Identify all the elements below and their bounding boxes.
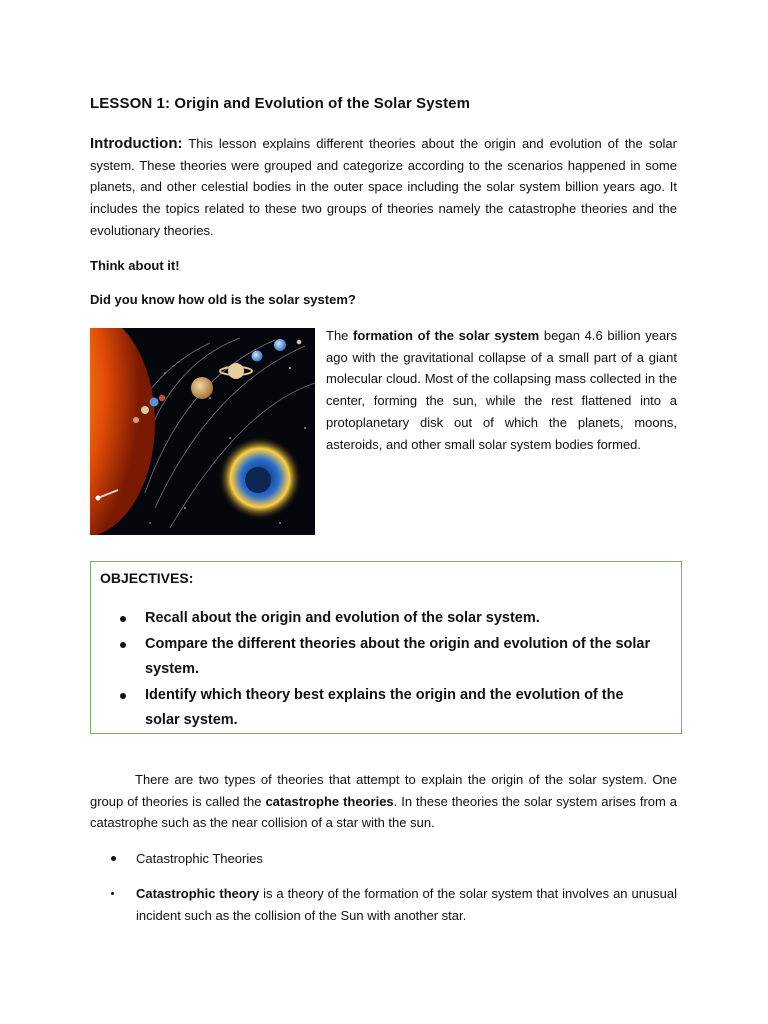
- objectives-list: [115, 606, 660, 734]
- question-line: Did you know how old is the solar system?: [90, 292, 356, 307]
- objectives-title: OBJECTIVES:: [100, 570, 194, 586]
- catastrophic-definition-item: [111, 883, 677, 926]
- formation-text: began 4.6 billion years ago with the gravitational collapse of a small part of a giant molecular cloud. Most of the collapsing mass collected in the center, forming the sun, while the rest flattened into a protoplanetary disk out of which the planets, moons, asteroids, and other small solar system bodies formed.: [326, 328, 678, 452]
- objective-item: [115, 683, 660, 734]
- theories-text-2: . In these theories the solar system arises from a catastrophe such as the near collision of a star with the sun.: [90, 793, 678, 831]
- solar-system-image: [90, 328, 315, 535]
- introduction-paragraph: [90, 133, 677, 242]
- introduction-label: Introduction:: [90, 135, 183, 152]
- bullet-icon: [111, 892, 114, 895]
- objective-item: [115, 606, 660, 632]
- catastrophic-definition-bold: Catastrophic theory: [136, 886, 260, 901]
- bullet-icon: [111, 856, 116, 861]
- bullet-icon: [120, 616, 126, 622]
- formation-lead: The: [326, 328, 354, 343]
- introduction-text: This lesson explains different theories about the origin and evolution of the solar system. These theories were grouped and categorize according to the scenarios happened in some planets, and other celestial bodies in the outer space including the solar system billion years ago. It includes the topics related to these two groups of theories namely the catastrophe theories and the evolutionary theories.: [90, 136, 677, 238]
- objective-item: [115, 632, 660, 683]
- theories-text-1: There are two types of theories that attempt to explain the origin of the solar system. One group of theories is called the: [90, 772, 677, 809]
- bullet-icon: [120, 693, 126, 699]
- objectives-box: [90, 561, 682, 734]
- catastrophic-definition-text: is a theory of the formation of the solar system that involves an unusual incident such as the collision of the Sun with another star.: [136, 886, 678, 923]
- formation-paragraph: [326, 325, 677, 455]
- catastrophic-definition: [136, 883, 677, 926]
- theories-paragraph: [90, 769, 677, 834]
- think-about-it: Think about it!: [90, 258, 180, 273]
- objective-text: Recall about the origin and evolution of the solar system.: [145, 610, 540, 626]
- bullet-icon: [120, 642, 126, 648]
- catastrophic-heading-item: [111, 848, 677, 870]
- formation-bold: formation of the solar system: [353, 328, 540, 343]
- objective-text: Identify which theory best explains the origin and the evolution of the solar system.: [145, 686, 624, 728]
- lesson-title: LESSON 1: Origin and Evolution of the Solar System: [90, 95, 471, 112]
- theories-bold: catastrophe theories: [265, 793, 394, 809]
- catastrophic-heading: Catastrophic Theories: [136, 851, 263, 866]
- objective-text: Compare the different theories about the origin and evolution of the solar system.: [145, 635, 651, 677]
